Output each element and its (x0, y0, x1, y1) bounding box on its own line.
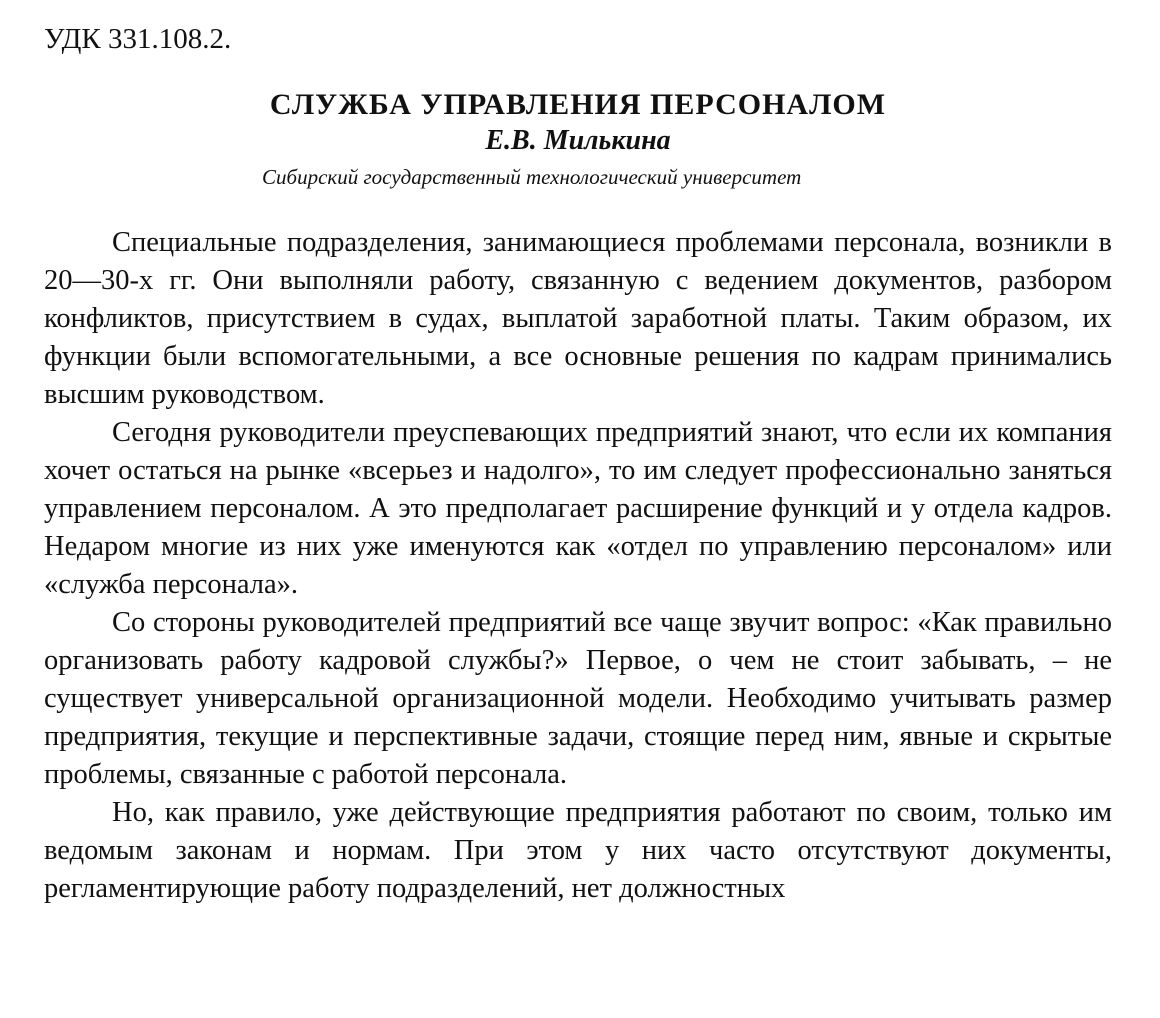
author-affiliation: Сибирский государственный технологический университет (262, 165, 802, 189)
article-body (44, 224, 1112, 908)
article-title: СЛУЖБА УПРАВЛЕНИЯ ПЕРСОНАЛОМ (269, 88, 887, 121)
body-paragraph: Специальные подразделения, занимающиеся проблемами персонала, возникли в 20—30-х гг. Они выполняли работу, связанную с ведением документов, разбором конфликтов, присутствием в судах, выплатой заработной платы. Таким образом, их функции были вспомогательными, а все основные решения по кадрам принимались высшим руководством. (44, 227, 1112, 410)
body-paragraph: Со стороны руководителей предприятий все чаще звучит вопрос: «Как правильно организовать работу кадровой службы?» Первое, о чем не стоит забывать, – не существует универсальной организационной модели. Необходимо учитывать размер предприятия, текущие и перспективные задачи, стоящие перед ним, явные и скрытые проблемы, связанные с работой персонала. (44, 607, 1112, 790)
udc-code: УДК 331.108.2. (44, 23, 232, 55)
article-author: Е.В. Милькина (485, 125, 671, 156)
body-paragraph: Сегодня руководители преуспевающих предприятий знают, что если их компания хочет остаться на рынке «всерьез и надолго», то им следует профессионально заняться управлением персоналом. А это предполагает расширение функций и у отдела кадров. Недаром многие из них уже именуются как «отдел по управлению персоналом» или «служба персонала». (44, 417, 1112, 600)
document-page (44, 20, 1112, 908)
body-paragraph: Но, как правило, уже действующие предприятия работают по своим, только им ведомым законам и нормам. При этом у них часто отсутствуют документы, регламентирующие работу подразделений, нет должностных (44, 797, 1112, 904)
